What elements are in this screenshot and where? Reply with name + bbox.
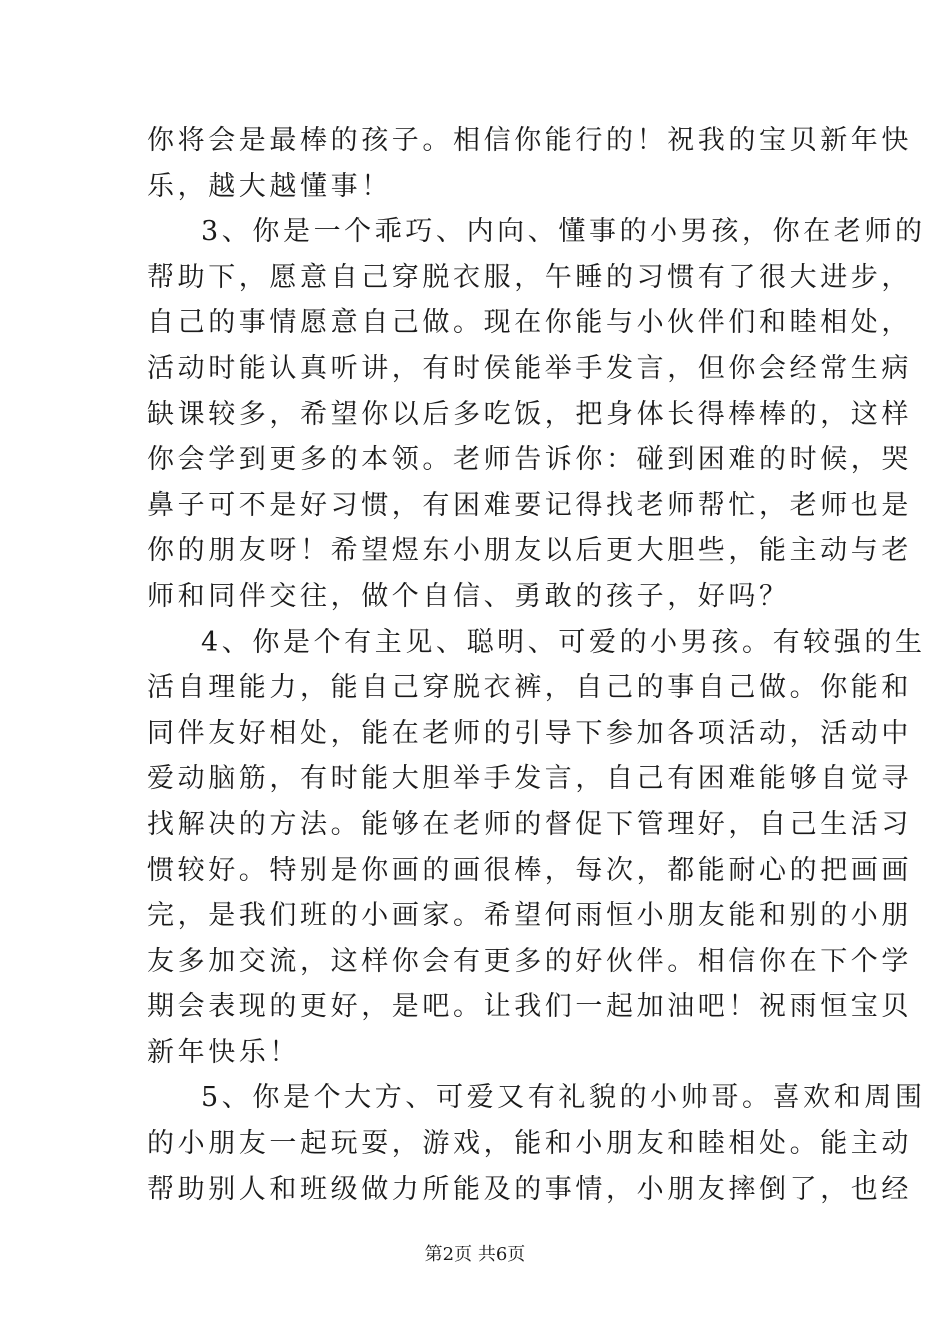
text-line: 找解决的方法。能够在老师的督促下管理好，自己生活习 xyxy=(147,808,912,840)
text-line: 活自理能力，能自己穿脱衣裤，自己的事自己做。你能和 xyxy=(147,672,912,704)
page-footer: 第2页 共6页 xyxy=(424,1244,526,1265)
text-line: 师和同伴交往，做个自信、勇敢的孩子，好吗？ xyxy=(147,580,790,612)
text-line: 完，是我们班的小画家。希望何雨恒小朋友能和别的小朋 xyxy=(147,900,912,932)
document-body xyxy=(147,118,926,1212)
text-line: 你将会是最棒的孩子。相信你能行的！祝我的宝贝新年快 xyxy=(147,125,912,156)
text-line: 的小朋友一起玩耍，游戏，能和小朋友和睦相处。能主动 xyxy=(147,1128,912,1160)
text-line: 爱动脑筋，有时能大胆举手发言，自己有困难能够自觉寻 xyxy=(147,763,912,795)
text-line: 同伴友好相处，能在老师的引导下参加各项活动，活动中 xyxy=(147,717,912,749)
paragraph-first-line: 3、你是一个乖巧、内向、懂事的小男孩，你在老师的 xyxy=(201,216,926,248)
paragraph-first-line: 5、你是个大方、可爱又有礼貌的小帅哥。喜欢和周围 xyxy=(201,1082,926,1114)
text-line: 鼻子可不是好习惯，有困难要记得找老师帮忙，老师也是 xyxy=(147,489,912,521)
text-line: 期会表现的更好，是吧。让我们一起加油吧！祝雨恒宝贝 xyxy=(147,991,912,1023)
text-line: 帮助别人和班级做力所能及的事情，小朋友摔倒了，也经 xyxy=(147,1173,912,1205)
text-line: 活动时能认真听讲，有时侯能举手发言，但你会经常生病 xyxy=(147,352,912,384)
text-line: 你会学到更多的本领。老师告诉你：碰到困难的时候，哭 xyxy=(147,444,912,476)
text-line: 新年快乐！ xyxy=(147,1036,300,1068)
text-line: 自己的事情愿意自己做。现在你能与小伙伴们和睦相处， xyxy=(147,307,912,339)
text-line: 友多加交流，这样你会有更多的好伙伴。相信你在下个学 xyxy=(147,945,912,977)
paragraph-first-line: 4、你是个有主见、聪明、可爱的小男孩。有较强的生 xyxy=(201,626,926,658)
text-line: 惯较好。特别是你画的画很棒，每次，都能耐心的把画画 xyxy=(147,854,912,886)
text-line: 帮助下，愿意自己穿脱衣服，午睡的习惯有了很大进步， xyxy=(147,261,912,293)
text-line: 乐，越大越懂事！ xyxy=(147,170,392,202)
text-line: 你的朋友呀！希望煜东小朋友以后更大胆些，能主动与老 xyxy=(147,535,912,567)
text-line: 缺课较多，希望你以后多吃饭，把身体长得棒棒的，这样 xyxy=(147,398,912,430)
